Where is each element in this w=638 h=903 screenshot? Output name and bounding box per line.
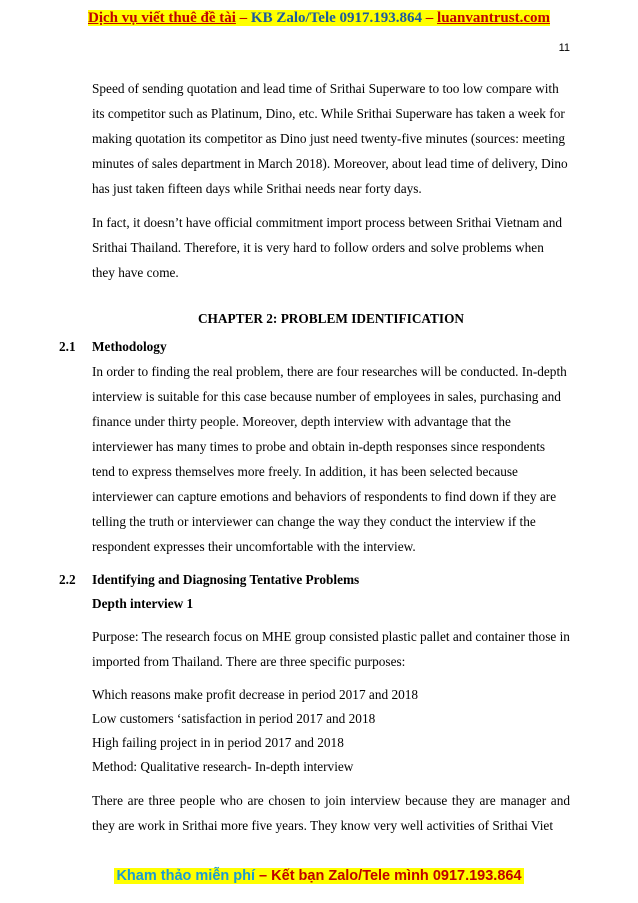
section-heading-2-2 <box>59 568 570 592</box>
purpose-item: Which reasons make profit decrease in period 2017 and 2018 <box>92 687 419 702</box>
section-number: 2.1 <box>59 339 76 354</box>
footer-banner <box>114 868 523 884</box>
purpose-item: Low customers ‘satisfaction in period 2017 and 2018 <box>92 711 376 726</box>
paragraph-speed-quotation: Speed of sending quotation and lead time of Srithai Superware to too low compare with its competitor such as Platinum, Dino, etc. While Srithai Superware has taken a week for making quotation its competitor as Dino just need twenty-five minutes (sources: meeting minutes of sales department in March 2018). Moreover, about lead time of delivery, Dino has just taken fifteen days while Srithai needs near forty days. <box>92 81 568 196</box>
document-body <box>59 76 570 847</box>
section-number: 2.2 <box>59 572 76 587</box>
chapter-title: CHAPTER 2: PROBLEM IDENTIFICATION <box>197 311 465 326</box>
paragraph-import-process: In fact, it doesn’t have official commitment import process between Srithai Vietnam and Srithai Thailand. Therefore, it is very hard to follow orders and solve problems when they have come. <box>92 215 563 280</box>
method-line: Method: Qualitative research- In-depth interview <box>92 759 354 774</box>
header-website-link[interactable]: luanvantrust.com <box>437 10 550 26</box>
header-contact: KB Zalo/Tele 0917.193.864 <box>250 10 423 26</box>
footer-free-reference[interactable]: Kham thảo miễn phí <box>116 868 256 884</box>
section-title: Methodology <box>92 339 167 354</box>
footer-contact: – Kết bạn Zalo/Tele mình 0917.193.864 <box>255 868 522 884</box>
header-separator-2: – <box>422 10 438 26</box>
section-title: Identifying and Diagnosing Tentative Problems <box>92 572 360 587</box>
page-header <box>0 10 638 27</box>
header-service-link[interactable]: Dịch vụ viết thuê đề tài <box>88 10 236 26</box>
page-number: 11 <box>558 42 570 54</box>
header-banner <box>88 10 550 26</box>
purpose-item: High failing project in in period 2017 and 2018 <box>92 735 344 750</box>
subheading-depth-interview: Depth interview 1 <box>92 596 194 611</box>
section-heading-2-1 <box>59 335 570 359</box>
page-footer <box>0 868 638 884</box>
participants-paragraph: There are three people who are chosen to join interview because they are manager and they are work in Srithai more five years. They know very well activities of Srithai Viet <box>92 793 570 833</box>
methodology-paragraph: In order to finding the real problem, there are four researches will be conducted. In-depth interview is suitable for this case because number of employees in sales, purchasing and finance under thirty people. Moreover, depth interview with advantage that the interviewer has many times to probe and obtain in-depth responses since respondents tend to express themselves more freely. In addition, it has been selected because interviewer can capture emotions and behaviors of respondents to find down if they are telling the truth or interviewer can change the way they conduct the interview if the respondent expresses their uncomfortable with the interview. <box>92 364 567 554</box>
header-separator-1: – <box>235 10 251 26</box>
purpose-paragraph: Purpose: The research focus on MHE group consisted plastic pallet and container those in imported from Thailand. There are three specific purposes: <box>92 629 570 669</box>
